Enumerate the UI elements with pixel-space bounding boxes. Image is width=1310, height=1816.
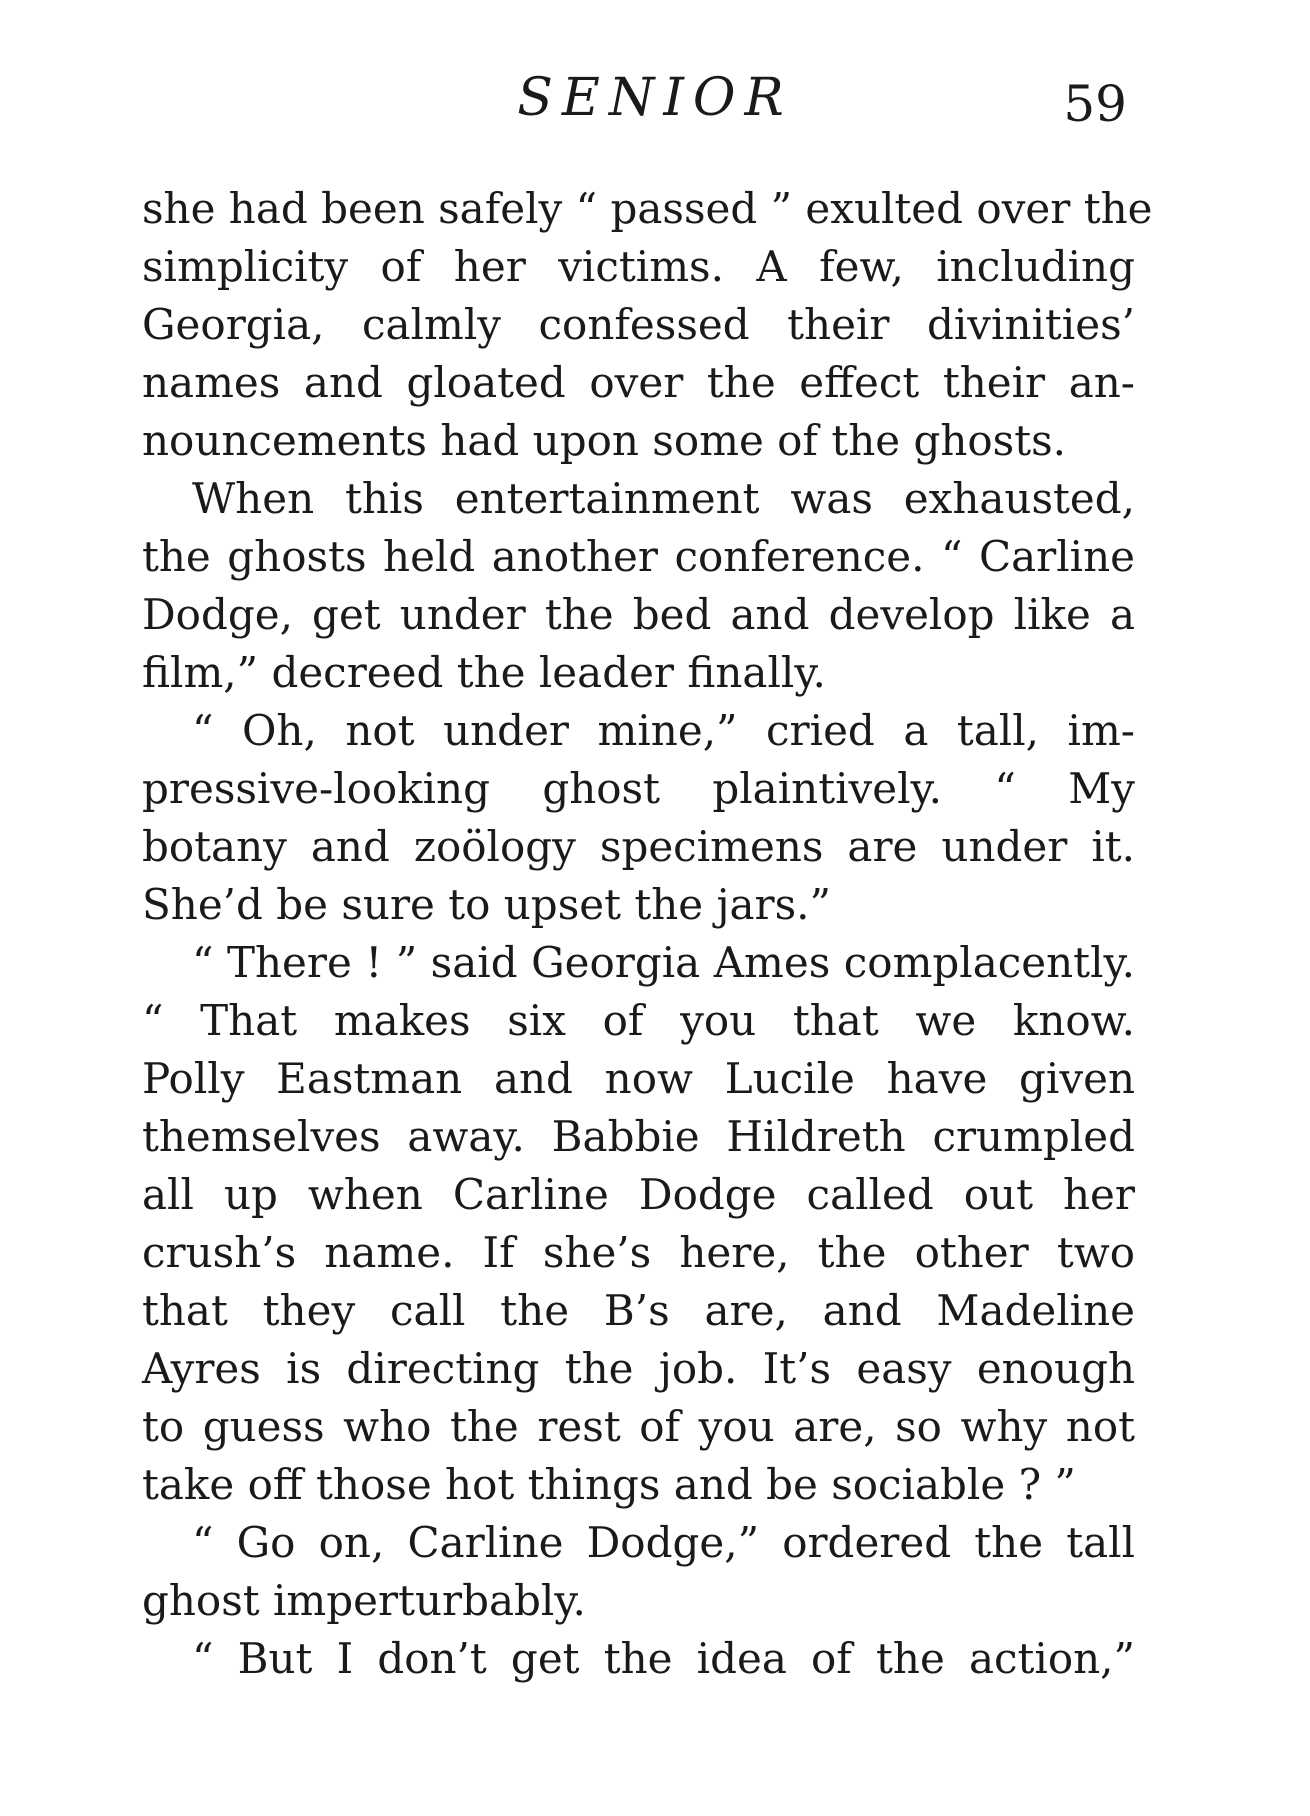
- paragraph: [142, 470, 1135, 702]
- paragraph: [142, 934, 1135, 1514]
- text-line: “ That makes six of you that we know.: [142, 996, 1135, 1045]
- text-line: Georgia, calmly confessed their divinities’: [142, 300, 1135, 349]
- text-line: botany and zoölogy specimens are under it.: [142, 822, 1135, 871]
- text-line: the ghosts held another conference. “ Carline: [142, 532, 1135, 581]
- text-line: nouncements had upon some of the ghosts.: [142, 416, 1067, 465]
- text-line: themselves away. Babbie Hildreth crumpled: [142, 1112, 1135, 1161]
- text-line: crush’s name. If she’s here, the other two: [142, 1228, 1135, 1277]
- text-line: Polly Eastman and now Lucile have given: [142, 1054, 1135, 1103]
- paragraph: [142, 1630, 1135, 1688]
- text-line: pressive-looking ghost plaintively. “ My: [142, 764, 1135, 813]
- text-line: ghost imperturbably.: [142, 1576, 586, 1625]
- text-line: names and gloated over the effect their an-: [142, 358, 1135, 407]
- text-line: When this entertainment was exhausted,: [192, 474, 1135, 523]
- text-line: “ But I don’t get the idea of the action,”: [192, 1634, 1135, 1683]
- text-line: simplicity of her victims. A few, including: [142, 242, 1135, 291]
- page-number: 59: [1063, 75, 1127, 133]
- paragraph: [142, 1514, 1135, 1630]
- running-title: SENIOR: [517, 68, 793, 128]
- text-line: She’d be sure to upset the jars.”: [142, 880, 831, 929]
- text-line: take off those hot things and be sociable ? ”: [142, 1460, 1076, 1509]
- text-line: “ There ! ” said Georgia Ames complacently.: [192, 938, 1135, 987]
- body-text: [142, 180, 1153, 1688]
- text-line: to guess who the rest of you are, so why not: [142, 1402, 1135, 1451]
- paragraph: [142, 180, 1153, 470]
- text-line: Ayres is directing the job. It’s easy enough: [142, 1344, 1135, 1393]
- text-line: “ Go on, Carline Dodge,” ordered the tall: [192, 1518, 1135, 1567]
- text-line: “ Oh, not under mine,” cried a tall, im-: [192, 706, 1135, 755]
- text-line: that they call the B’s are, and Madeline: [142, 1286, 1135, 1335]
- text-line: she had been safely “ passed ” exulted over the: [142, 184, 1153, 233]
- text-line: all up when Carline Dodge called out her: [142, 1170, 1135, 1219]
- paragraph: [142, 702, 1135, 934]
- text-line: Dodge, get under the bed and develop like a: [142, 590, 1135, 639]
- text-line: film,” decreed the leader finally.: [142, 648, 826, 697]
- running-head: [0, 68, 1310, 133]
